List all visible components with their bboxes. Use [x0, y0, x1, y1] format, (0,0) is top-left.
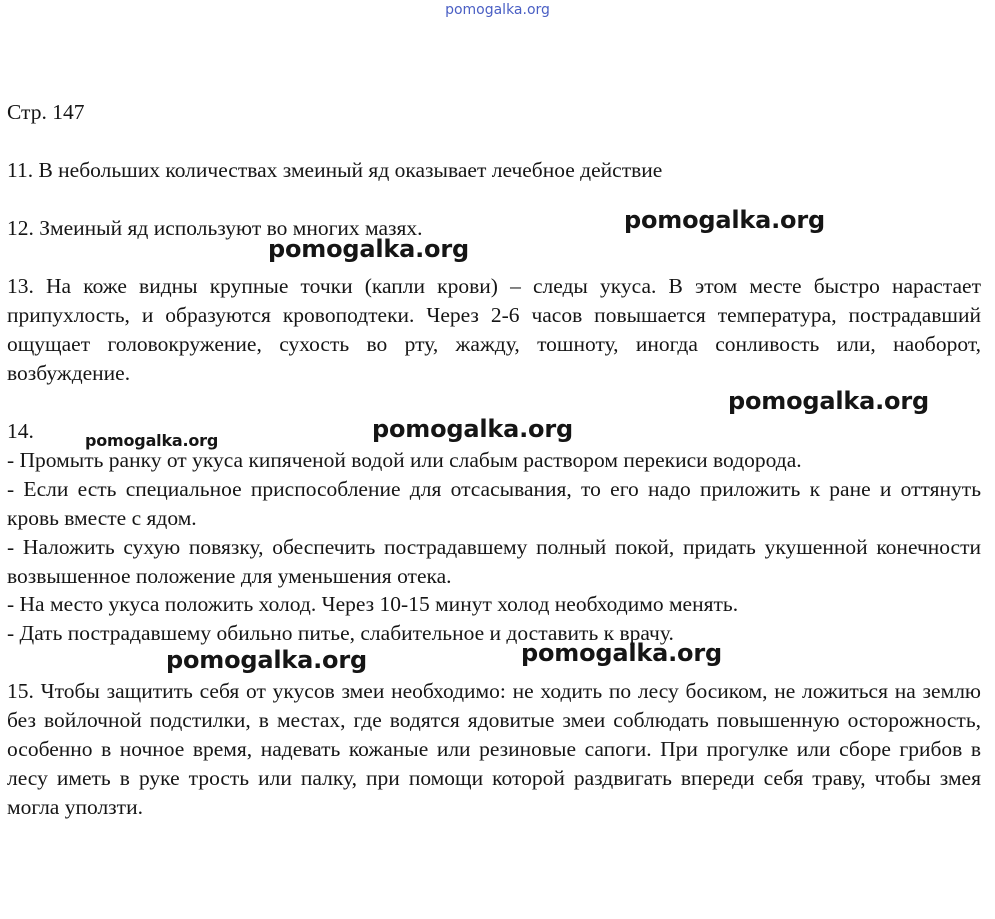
answer-14-item: - Дать пострадавшему обильно питье, слабительное и доставить к врачу. — [7, 621, 674, 645]
answer-13: 13. На коже видны крупные точки (капли крови) – следы укуса. В этом месте быстро нарастает припухлость, и образуются кровоподтеки. Через 2-6 часов повышается температура, пострадавший ощущает головокружение, сухость во рту, жажду, тошноту, иногда сонливость или, наоборот, возбуждение. — [7, 274, 981, 385]
answer-14-item: - На место укуса положить холод. Через 10-15 минут холод необходимо менять. — [7, 592, 739, 616]
watermark: pomogalka.org — [166, 646, 367, 674]
answer-15: 15. Чтобы защитить себя от укусов змеи необходимо: не ходить по лесу босиком, не ложиться на землю без войлочной подстилки, в местах, где водятся ядовитые змеи соблюдать повышенную осторожность, особенно в ночное время, надевать кожаные или резиновые сапоги. При прогулке или сборе грибов в лесу иметь в руке трость или палку, при помощи которой раздвигать впереди себя траву, чтобы змея могла уползти. — [7, 679, 981, 819]
site-link[interactable]: pomogalka.org — [445, 2, 550, 18]
page-label: Стр. 147 — [7, 100, 85, 124]
answer-12: 12. Змеиный яд используют во многих мазях. — [7, 216, 423, 240]
watermark: pomogalka.org — [372, 415, 573, 443]
watermark: pomogalka.org — [521, 639, 722, 667]
watermark: pomogalka.org — [268, 235, 469, 263]
answer-14-item: - Промыть ранку от укуса кипяченой водой или слабым раствором перекиси водорода. — [7, 448, 802, 472]
answer-14-heading: 14. — [7, 419, 34, 443]
watermark: pomogalka.org — [728, 387, 929, 415]
answer-14-item: - Если есть специальное приспособление для отсасывания, то его надо приложить к ране и оттянуть кровь вместе с ядом. — [7, 477, 981, 530]
answer-11: 11. В небольших количествах змеиный яд оказывает лечебное действие — [7, 158, 663, 182]
watermark: pomogalka.org — [624, 206, 825, 234]
answer-14-item: - Наложить сухую повязку, обеспечить пострадавшему полный покой, придать укушенной конечности возвышенное положение для уменьшения отека. — [7, 535, 981, 588]
watermark: pomogalka.org — [85, 431, 219, 450]
